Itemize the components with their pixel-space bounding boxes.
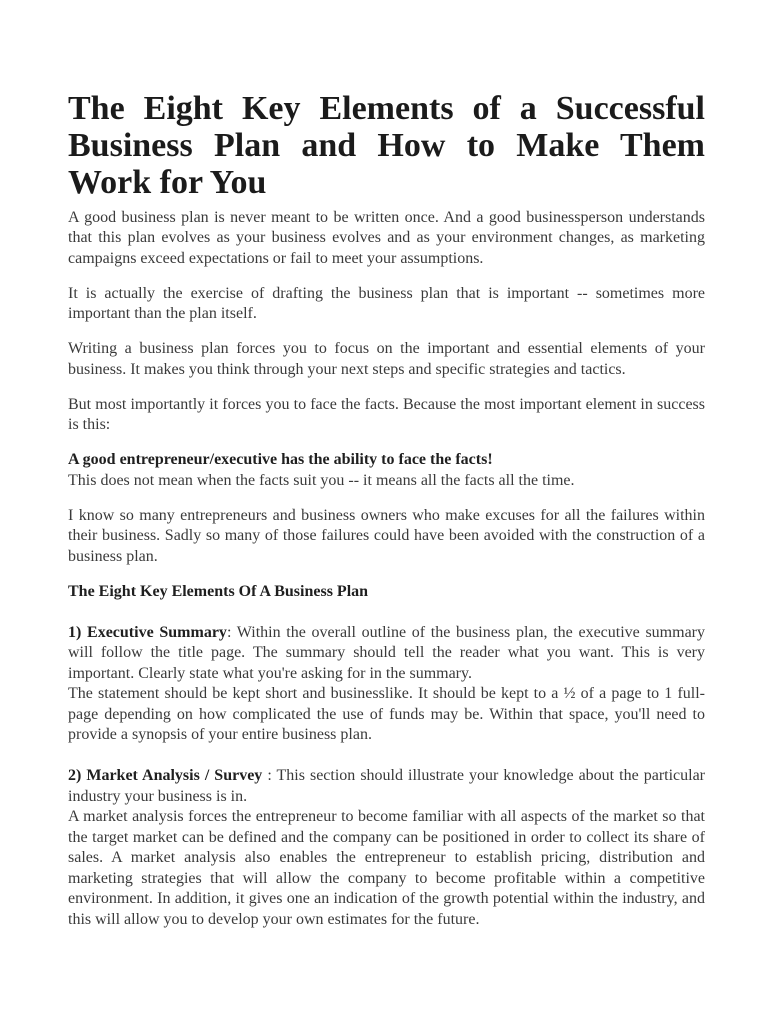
element-detail: The statement should be kept short and businesslike. It should be kept to a ½ of a page to 1 full-page depending on how complicated the use of funds may be. Within that space, you'll need to provide a synopsis of your entire business plan. [68, 685, 705, 743]
document-page [68, 90, 705, 951]
intro-paragraph-1: A good business plan is never meant to be written once. And a good businessperson understands that this plan evolves as your business evolves and as your environment changes, as marketing campaigns exceed expectations or fail to meet your assumptions. [68, 208, 705, 267]
element-executive-summary [68, 623, 705, 746]
key-point-paragraph [68, 450, 705, 491]
section-heading: The Eight Key Elements Of A Business Plan [68, 582, 369, 600]
element-market-analysis [68, 766, 705, 930]
key-point-text: This does not mean when the facts suit you -- it means all the facts all the time. [68, 471, 575, 489]
element-label: 2) Market Analysis / Survey [68, 767, 263, 784]
element-detail: A market analysis forces the entrepreneur to become familiar with all aspects of the market so that the target market can be defined and the company can be positioned in order to collect its share of sales. A market analysis also enables the entrepreneur to establish pricing, distribution and marketing strategies that will allow the company to become profitable within a competitive environment. In addition, it gives one an indication of the growth potential within the industry, and this will allow you to develop your own estimates for the future. [68, 808, 705, 928]
intro-paragraph-3: Writing a business plan forces you to focus on the important and essential elements of your business. It makes you think through your next steps and specific strategies and tactics. [68, 340, 705, 378]
element-summary: : This section should illustrate your knowledge about the particular industry your business is in. [68, 767, 706, 805]
element-summary: : Within the overall outline of the business plan, the executive summary will follow the title page. The summary should tell the reader what you want. This is very important. Clearly state what you're asking for in the summary. [68, 623, 706, 682]
key-point-emphasis: A good entrepreneur/executive has the ability to face the facts! [68, 451, 493, 468]
failures-paragraph: I know so many entrepreneurs and business owners who make excuses for all the failures within their business. Sadly so many of those failures could have been avoided with the construction of a business plan. [68, 506, 705, 565]
intro-paragraph-2: It is actually the exercise of drafting the business plan that is important -- sometimes more important than the plan itself. [68, 284, 705, 322]
element-label: 1) Executive Summary [68, 623, 227, 641]
document-title: The Eight Key Elements of a Successful Business Plan and How to Make Them Work for You [68, 89, 705, 201]
intro-paragraph-4: But most importantly it forces you to face the facts. Because the most important element in success is this: [68, 395, 705, 433]
